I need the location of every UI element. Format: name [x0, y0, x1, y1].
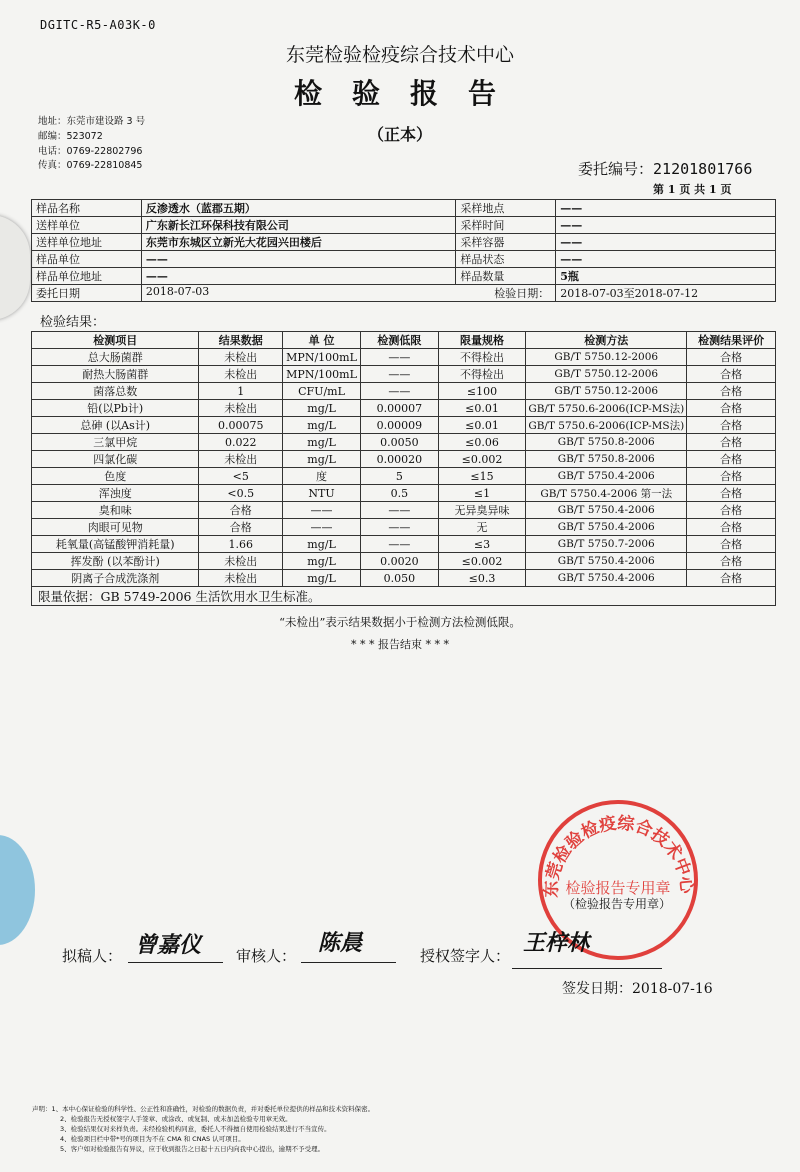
- info-value-cell: 广东新长江环保科技有限公司: [141, 217, 456, 234]
- results-cell: ——: [283, 502, 361, 519]
- info-row: [32, 200, 776, 217]
- results-cell: GB/T 5750.6-2006(ICP-MS法): [526, 417, 687, 434]
- results-cell: GB/T 5750.4-2006: [526, 570, 687, 587]
- results-cell: ≤0.01: [438, 400, 526, 417]
- results-cell: 1: [199, 383, 283, 400]
- results-cell: 四氯化碳: [32, 451, 199, 468]
- results-cell: ——: [361, 366, 439, 383]
- info-label-cell: 样品状态: [456, 251, 556, 268]
- disclaimer: [32, 1104, 374, 1154]
- drafter-signature: 曾嘉仪: [135, 932, 202, 958]
- results-cell: 耐热大肠菌群: [32, 366, 199, 383]
- results-cell: 总砷 (以As计): [32, 417, 199, 434]
- results-cell: 总大肠菌群: [32, 349, 199, 366]
- results-cell: 铅(以Pb计): [32, 400, 199, 417]
- table-row: [32, 366, 776, 383]
- results-cell: 未检出: [199, 400, 283, 417]
- drafter-label: 拟稿人：: [62, 947, 123, 965]
- results-header-cell: 结果数据: [199, 332, 283, 349]
- results-cell: 肉眼可见物: [32, 519, 199, 536]
- results-cell: 5: [361, 468, 439, 485]
- results-cell: GB/T 5750.4-2006: [526, 468, 687, 485]
- info-value-cell: 反渗透水（蓝郡五期）: [141, 200, 456, 217]
- results-cell: 0.0050: [361, 434, 439, 451]
- table-row: [32, 519, 776, 536]
- results-cell: 合格: [199, 519, 283, 536]
- results-cell: GB/T 5750.12-2006: [526, 383, 687, 400]
- results-cell: 0.0020: [361, 553, 439, 570]
- disclaimer-line: 2、检验报告无授权签字人手签章、或涂改、或复制、或未加盖检验专用章无效。: [60, 1115, 292, 1123]
- copy-type: （正本）: [367, 125, 432, 144]
- entrust-number: [578, 158, 752, 179]
- report-end: * * * 报告结束 * * *: [351, 638, 449, 651]
- results-cell: 0.00009: [361, 417, 439, 434]
- results-header-cell: 限量规格: [438, 332, 526, 349]
- edge-clip-mark: [0, 215, 30, 320]
- info-row: [32, 285, 776, 302]
- results-cell: 无异臭异味: [438, 502, 526, 519]
- table-row: [32, 536, 776, 553]
- results-cell: ——: [361, 502, 439, 519]
- results-cell: 臭和味: [32, 502, 199, 519]
- results-cell: 0.00007: [361, 400, 439, 417]
- page-info: 第 1 页 共 1 页: [653, 183, 732, 196]
- disclaimer-line: 声明：1、本中心保证检验的科学性、公正性和准确性，对检验的数据负责，并对委托单位提供的样品和技术资料保密。: [32, 1105, 375, 1113]
- results-cell: 未检出: [199, 570, 283, 587]
- approver-signature: 王梓林: [523, 930, 590, 956]
- table-row: [32, 434, 776, 451]
- reviewer-signature: 陈晨: [318, 930, 363, 956]
- results-cell: mg/L: [283, 553, 361, 570]
- info-value-cell: ——: [556, 200, 776, 217]
- results-cell: ≤0.3: [438, 570, 526, 587]
- fax-line: 传真：0769-22810845: [38, 160, 143, 172]
- results-cell: GB/T 5750.12-2006: [526, 349, 687, 366]
- results-cell: ≤0.002: [438, 553, 526, 570]
- results-cell: 无: [438, 519, 526, 536]
- results-cell: mg/L: [283, 451, 361, 468]
- results-cell: GB/T 5750.4-2006 第一法: [526, 485, 687, 502]
- info-value-cell: [141, 285, 555, 302]
- results-cell: mg/L: [283, 417, 361, 434]
- info-value-cell: ——: [141, 268, 456, 285]
- results-cell: 合格: [687, 417, 776, 434]
- results-cell: 未检出: [199, 366, 283, 383]
- info-label-cell: 采样容器: [456, 234, 556, 251]
- results-header-cell: 单 位: [283, 332, 361, 349]
- table-row: [32, 570, 776, 587]
- organization-name: 东莞检验检疫综合技术中心: [285, 44, 514, 66]
- info-label-cell: 委托日期: [32, 285, 142, 302]
- results-cell: 合格: [687, 451, 776, 468]
- results-cell: 菌落总数: [32, 383, 199, 400]
- results-cell: 0.5: [361, 485, 439, 502]
- results-cell: <5: [199, 468, 283, 485]
- results-table: [31, 331, 776, 606]
- postcode-line: 邮编：523072: [38, 130, 103, 142]
- contact-block: [38, 115, 145, 174]
- table-row: [32, 485, 776, 502]
- results-cell: mg/L: [283, 434, 361, 451]
- results-cell: mg/L: [283, 536, 361, 553]
- results-header-cell: 检测低限: [361, 332, 439, 349]
- table-row: [32, 349, 776, 366]
- results-cell: ——: [361, 519, 439, 536]
- results-cell: 不得检出: [438, 366, 526, 383]
- info-value-cell: ——: [556, 234, 776, 251]
- results-cell: 不得检出: [438, 349, 526, 366]
- test-date-label: 检验日期：: [494, 287, 550, 300]
- results-cell: 合格: [687, 570, 776, 587]
- approver-label: 授权签字人：: [420, 947, 511, 965]
- seal-stamp-text: （检验报告专用章）: [563, 897, 672, 911]
- results-cell: ≤0.01: [438, 417, 526, 434]
- drafter-line: [128, 962, 223, 963]
- results-cell: 合格: [687, 536, 776, 553]
- table-row: [32, 553, 776, 570]
- results-cell: ——: [361, 349, 439, 366]
- table-row: [32, 400, 776, 417]
- results-cell: MPN/100mL: [283, 366, 361, 383]
- results-cell: ——: [283, 519, 361, 536]
- results-cell: GB/T 5750.8-2006: [526, 451, 687, 468]
- results-cell: GB/T 5750.6-2006(ICP-MS法): [526, 400, 687, 417]
- info-label-cell: 送样单位地址: [32, 234, 142, 251]
- results-cell: 浑浊度: [32, 485, 199, 502]
- results-cell: 度: [283, 468, 361, 485]
- sample-info-table: [31, 199, 776, 302]
- results-cell: 0.022: [199, 434, 283, 451]
- info-value-cell: ——: [556, 217, 776, 234]
- issue-date-value: 2018-07-16: [632, 981, 713, 997]
- results-cell: <0.5: [199, 485, 283, 502]
- issue-date: [562, 978, 713, 998]
- table-row: [32, 587, 776, 606]
- results-cell: 合格: [687, 468, 776, 485]
- results-header-cell: 检测方法: [526, 332, 687, 349]
- info-label-cell: 样品数量: [456, 268, 556, 285]
- results-cell: ≤15: [438, 468, 526, 485]
- results-cell: 合格: [687, 366, 776, 383]
- results-cell: 合格: [687, 519, 776, 536]
- results-cell: 挥发酚 (以苯酚计): [32, 553, 199, 570]
- disclaimer-line: 3、检验结果仅对来样负责。未经检验机构同意，委托人不得擅自使用检验结果进行不当宣传。: [60, 1125, 331, 1133]
- info-label-cell: 采样地点: [456, 200, 556, 217]
- results-cell: ≤0.002: [438, 451, 526, 468]
- results-cell: 色度: [32, 468, 199, 485]
- document-code: DGITC-R5-A03K-0: [40, 18, 156, 32]
- table-row: [32, 451, 776, 468]
- results-cell: 未检出: [199, 553, 283, 570]
- results-cell: 未检出: [199, 451, 283, 468]
- info-label-cell: 样品单位: [32, 251, 142, 268]
- results-cell: GB/T 5750.7-2006: [526, 536, 687, 553]
- disclaimer-line: 4、检验项目栏中带*号的项目为不在 CMA 和 CNAS 认可项目。: [60, 1135, 245, 1143]
- reviewer-label: 审核人：: [236, 947, 297, 965]
- results-cell: 合格: [687, 349, 776, 366]
- approver-line: [512, 968, 662, 969]
- limit-basis: 限量依据：GB 5749-2006 生活饮用水卫生标准。: [32, 587, 776, 606]
- info-row: [32, 268, 776, 285]
- results-cell: 合格: [687, 383, 776, 400]
- results-cell: CFU/mL: [283, 383, 361, 400]
- results-label: 检验结果：: [40, 315, 106, 330]
- info-label-cell: 样品单位地址: [32, 268, 142, 285]
- results-cell: GB/T 5750.4-2006: [526, 553, 687, 570]
- info-row: [32, 234, 776, 251]
- results-cell: mg/L: [283, 570, 361, 587]
- results-cell: ——: [361, 383, 439, 400]
- info-label-cell: 送样单位: [32, 217, 142, 234]
- info-value-cell: 5瓶: [556, 268, 776, 285]
- info-row: [32, 251, 776, 268]
- results-cell: 0.050: [361, 570, 439, 587]
- results-cell: ≤1: [438, 485, 526, 502]
- table-row: [32, 383, 776, 400]
- info-value-cell: ——: [556, 251, 776, 268]
- disclaimer-line: 5、客户如对检验报告有异议，应于收到报告之日起十五日内向我中心提出，逾期不予受理。: [60, 1145, 325, 1153]
- results-cell: 合格: [687, 400, 776, 417]
- issue-date-label: 签发日期：: [562, 981, 632, 997]
- results-cell: 0.00075: [199, 417, 283, 434]
- seal-outer-text: 东莞检验检疫综合技术中心: [541, 813, 697, 898]
- info-label-cell: 样品名称: [32, 200, 142, 217]
- info-label-cell: 采样时间: [456, 217, 556, 234]
- results-cell: 合格: [687, 485, 776, 502]
- results-cell: GB/T 5750.4-2006: [526, 519, 687, 536]
- table-row: [32, 502, 776, 519]
- results-cell: MPN/100mL: [283, 349, 361, 366]
- results-cell: GB/T 5750.12-2006: [526, 366, 687, 383]
- results-cell: GB/T 5750.4-2006: [526, 502, 687, 519]
- seal-inner-text: 检验报告专用章: [565, 879, 671, 897]
- entrust-date: 2018-07-03: [145, 285, 210, 298]
- entrust-label: 委托编号：: [578, 160, 654, 178]
- results-cell: 阴离子合成洗涤剂: [32, 570, 199, 587]
- results-cell: 合格: [199, 502, 283, 519]
- reviewer-line: [301, 962, 396, 963]
- results-cell: 合格: [687, 553, 776, 570]
- results-cell: 合格: [687, 434, 776, 451]
- results-cell: ≤3: [438, 536, 526, 553]
- results-cell: ≤100: [438, 383, 526, 400]
- report-title: 检验报告: [293, 77, 526, 110]
- results-cell: 未检出: [199, 349, 283, 366]
- info-value-cell: 东莞市东城区立新光大花园兴田楼后: [141, 234, 456, 251]
- info-value-cell: ——: [141, 251, 456, 268]
- address-line: 地址：东莞市建设路 3 号: [38, 116, 146, 127]
- table-row: [32, 468, 776, 485]
- results-cell: 0.00020: [361, 451, 439, 468]
- results-cell: NTU: [283, 485, 361, 502]
- results-header-cell: 检测项目: [32, 332, 199, 349]
- results-cell: 三氯甲烷: [32, 434, 199, 451]
- results-header-cell: 检测结果评价: [687, 332, 776, 349]
- results-cell: ≤0.06: [438, 434, 526, 451]
- results-cell: GB/T 5750.8-2006: [526, 434, 687, 451]
- info-row: [32, 217, 776, 234]
- table-row: [32, 417, 776, 434]
- results-cell: ——: [361, 536, 439, 553]
- not-detected-note: “未检出”表示结果数据小于检测方法检测低限。: [279, 615, 521, 629]
- entrust-value: 21201801766: [653, 160, 753, 178]
- results-cell: mg/L: [283, 400, 361, 417]
- results-cell: 耗氧量(高锰酸钾消耗量): [32, 536, 199, 553]
- results-cell: 合格: [687, 502, 776, 519]
- edge-circle-mark: [0, 835, 35, 945]
- results-cell: 1.66: [199, 536, 283, 553]
- test-date-value: 2018-07-03至2018-07-12: [556, 285, 776, 302]
- phone-line: 电话：0769-22802796: [38, 145, 143, 157]
